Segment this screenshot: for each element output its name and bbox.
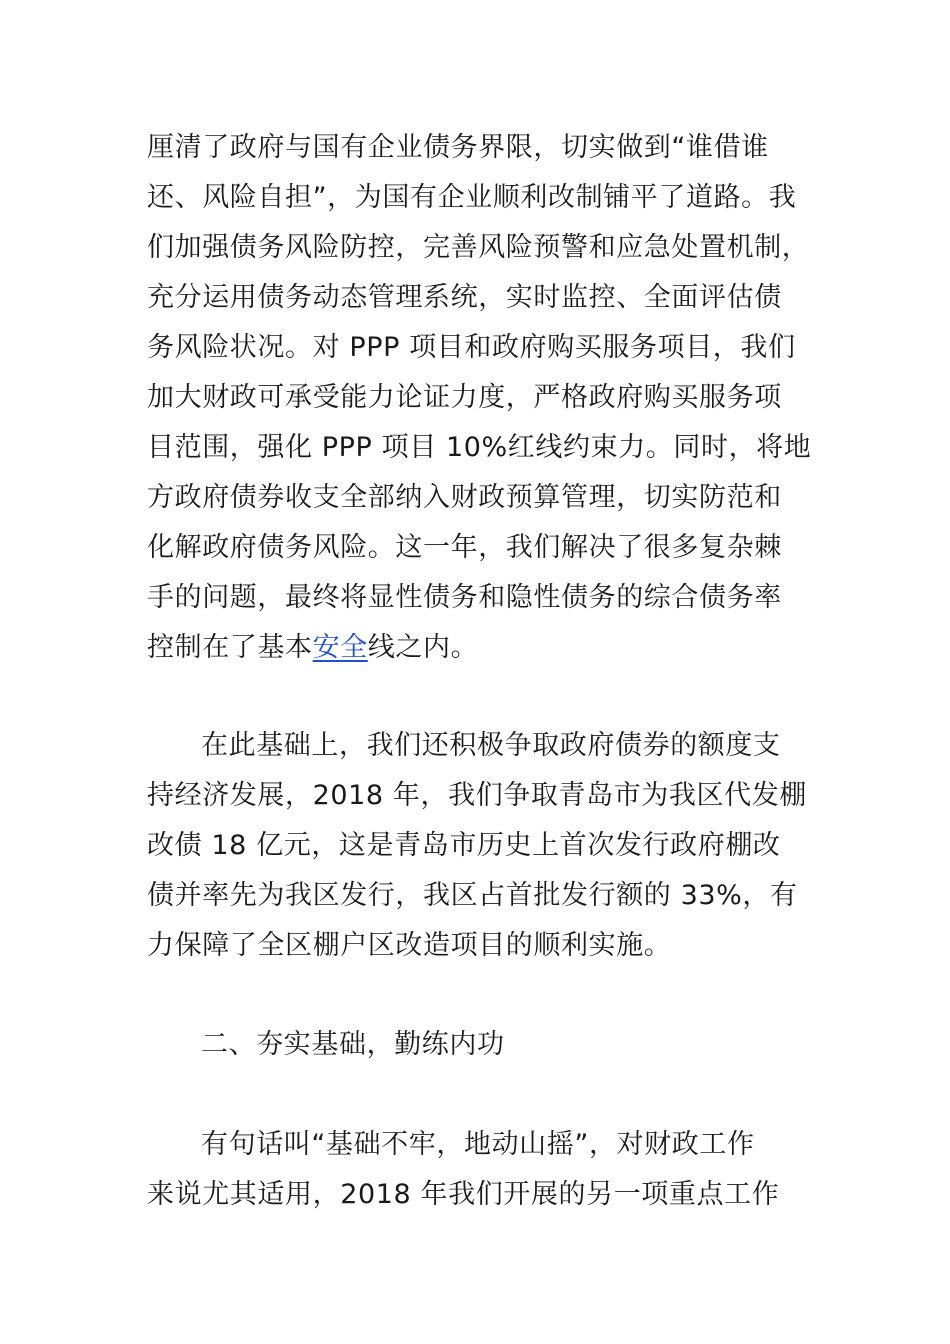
paragraph-line: 们加强债务风险防控，完善风险预警和应急处置机制， <box>147 232 810 263</box>
paragraph-line: 债并率先为我区发行，我区占首批发行额的 33%，有 <box>147 880 798 911</box>
paragraph-line: 来说尤其适用，2018 年我们开展的另一项重点工作 <box>147 1179 780 1210</box>
paragraph-line: 手的问题，最终将显性债务和隐性债务的综合债务率 <box>147 582 782 613</box>
paragraph-line: 方政府债券收支全部纳入财政预算管理，切实防范和 <box>147 482 782 513</box>
paragraph-line: 还、风险自担”，为国有企业顺利改制铺平了道路。我 <box>147 182 797 213</box>
paragraph-line: 力保障了全区棚户区改造项目的顺利实施。 <box>147 930 672 961</box>
paragraph-line: 目范围，强化 PPP 项目 10%红线约束力。同时，将地 <box>147 432 812 463</box>
paragraph-line: 持经济发展，2018 年，我们争取青岛市为我区代发棚 <box>147 780 807 811</box>
paragraph-line: 改债 18 亿元，这是青岛市历史上首次发行政府棚改 <box>147 830 781 861</box>
paragraph-line: 化解政府债务风险。这一年，我们解决了很多复杂棘 <box>147 532 782 563</box>
paragraph-line: 在此基础上，我们还积极争取政府债券的额度支 <box>201 730 781 761</box>
paragraph-line: 加大财政可承受能力论证力度，严格政府购买服务项 <box>147 382 782 413</box>
text-before-link: 控制在了基本 <box>147 632 313 663</box>
section-heading: 二、夯实基础，勤练内功 <box>201 1029 505 1060</box>
paragraph-line: 务风险状况。对 PPP 项目和政府购买服务项目，我们 <box>147 332 796 363</box>
text-after-link: 线之内。 <box>367 632 479 663</box>
paragraph-line: 有句话叫“基础不牢，地动山摇”，对财政工作 <box>201 1129 755 1160</box>
paragraph-line: 厘清了政府与国有企业债务界限，切实做到“谁借谁 <box>147 132 769 163</box>
paragraph-line: 充分运用债务动态管理系统，实时监控、全面评估债 <box>147 282 782 313</box>
paragraph-last-line <box>147 630 478 666</box>
safety-link[interactable]: 安全 <box>312 632 368 663</box>
